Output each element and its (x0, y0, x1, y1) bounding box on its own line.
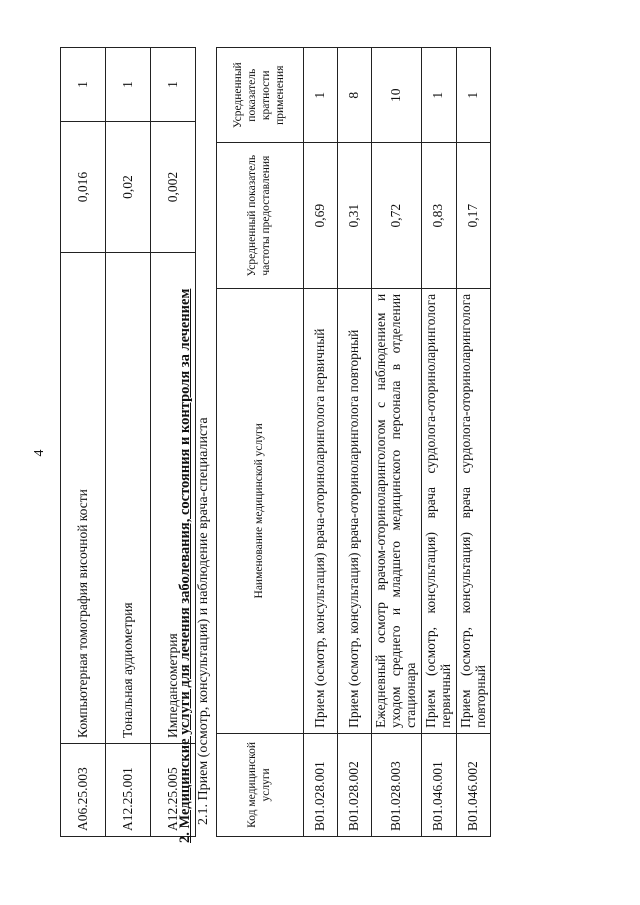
service-code: B01.046.002 (456, 733, 491, 836)
header-code: Код медицинской услуги (217, 733, 304, 836)
service-code: A12.25.005 (151, 744, 196, 837)
diagnostic-services-table (60, 47, 196, 837)
multiplicity-value: 1 (304, 48, 338, 143)
section-heading: 2. Медицинские услуги для лечения заболевания, состояния и контроля за лечением (177, 288, 193, 843)
service-code: A06.25.003 (61, 744, 106, 837)
service-code: B01.028.001 (304, 733, 338, 836)
service-code: A12.25.001 (106, 744, 151, 837)
service-name: Импедансометрия (151, 253, 196, 744)
service-name: Прием (осмотр, консультация) врача сурдолога-оториноларинголога первичный (422, 288, 457, 733)
multiplicity-value: 1 (61, 48, 106, 122)
table-header-row (217, 48, 304, 837)
frequency-value: 0,72 (372, 143, 422, 288)
table-row (422, 48, 457, 837)
service-name: Прием (осмотр, консультация) врача сурдолога-оториноларинголога повторный (456, 288, 491, 733)
service-name: Ежедневный осмотр врачом-оториноларингологом с наблюдением и уходом среднего и младшего медицинского персонала в отделении стационара (372, 288, 422, 733)
service-name: Компьютерная томография височной кости (61, 253, 106, 744)
multiplicity-value: 1 (422, 48, 457, 143)
service-code: B01.028.003 (372, 733, 422, 836)
table-row (338, 48, 372, 837)
frequency-value: 0,016 (61, 122, 106, 253)
table-row (372, 48, 422, 837)
multiplicity-value: 1 (151, 48, 196, 122)
subsection-heading: 2.1. Прием (осмотр, консультация) и наблюдение врача-специалиста (196, 417, 211, 825)
service-name: Прием (осмотр, консультация) врача-оториноларинголога первичный (304, 288, 338, 733)
frequency-value: 0,02 (106, 122, 151, 253)
multiplicity-value: 8 (338, 48, 372, 143)
service-code: B01.028.002 (338, 733, 372, 836)
service-code: B01.046.001 (422, 733, 457, 836)
table-row (456, 48, 491, 837)
multiplicity-value: 1 (456, 48, 491, 143)
header-multiplicity: Усредненный показатель кратности применения (217, 48, 304, 143)
table-row (304, 48, 338, 837)
specialist-services-table (216, 47, 491, 837)
page-number: 4 (32, 449, 47, 457)
service-name: Прием (осмотр, консультация) врача-оториноларинголога повторный (338, 288, 372, 733)
frequency-value: 0,002 (151, 122, 196, 253)
service-name: Тональная аудиометрия (106, 253, 151, 744)
multiplicity-value: 10 (372, 48, 422, 143)
header-frequency: Усредненный показатель частоты предоставления (217, 143, 304, 288)
frequency-value: 0,31 (338, 143, 372, 288)
frequency-value: 0,69 (304, 143, 338, 288)
table-row (61, 48, 106, 837)
header-name: Наименование медицинской услуги (217, 288, 304, 733)
multiplicity-value: 1 (106, 48, 151, 122)
frequency-value: 0,17 (456, 143, 491, 288)
table-row (106, 48, 151, 837)
frequency-value: 0,83 (422, 143, 457, 288)
